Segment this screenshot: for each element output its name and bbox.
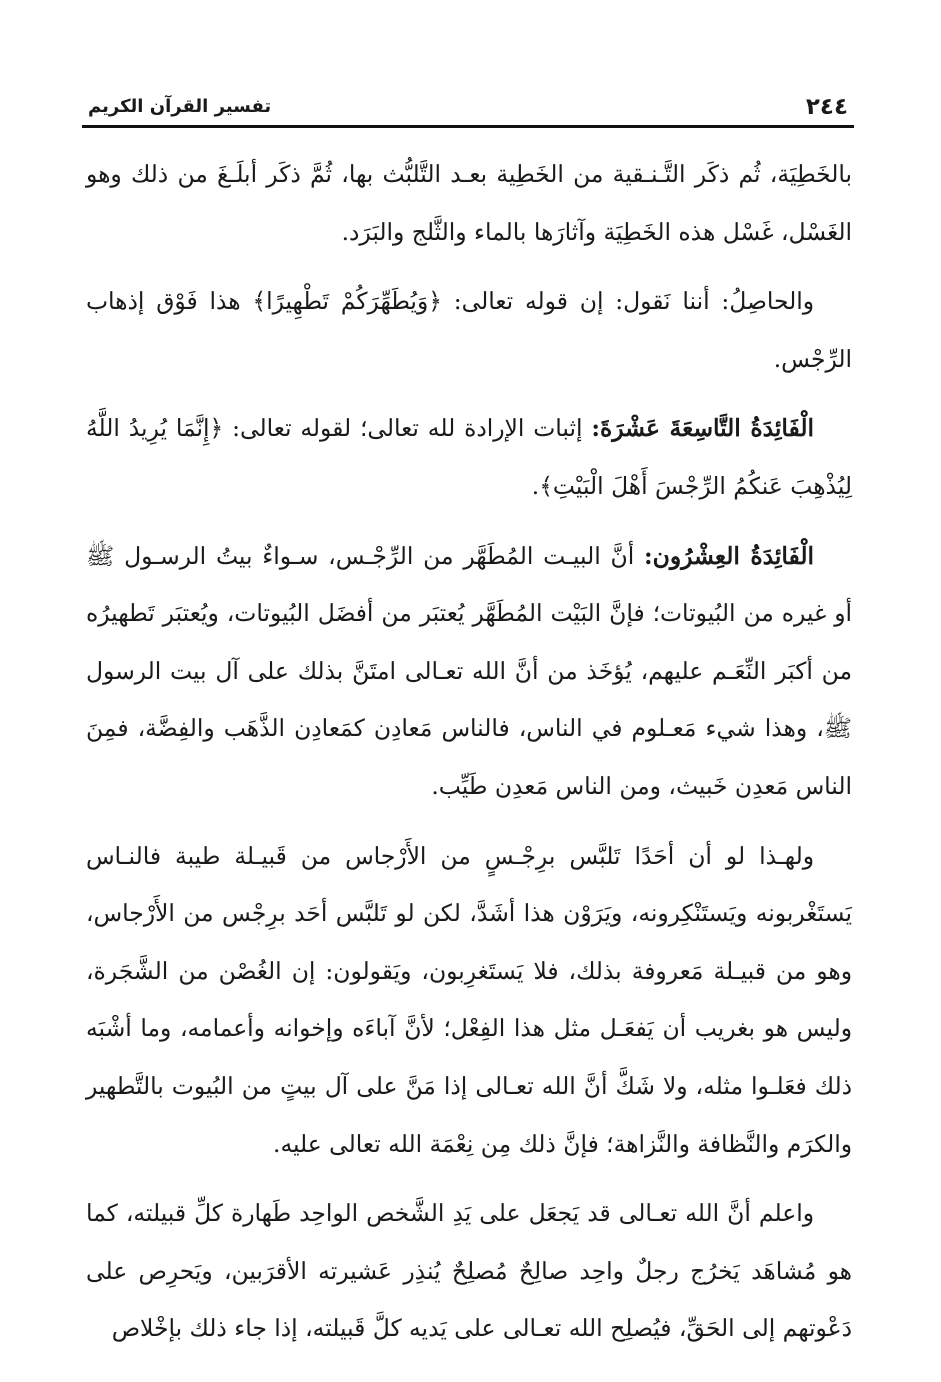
paragraph-3-after: . <box>531 471 540 500</box>
paragraph-2 <box>86 273 852 388</box>
paragraph-6-text: واعلم أنَّ الله تعـالى قد يَجعَل على يَدِ الشَّخص الواحِد طَهارة كلِّ قبيلته، كما هو مُشاهَد يَخرُج رجلٌ واحِد صالِحٌ مُصلِحٌ يُنذِر عَشيرته الأقرَبين، ويَحرِص على دَعْوتهم إلى الحَقِّ، فيُصلِح الله تعـالى على يَديه كلَّ قَبيلته، إذا جاء ذلك بإخْلاص <box>86 1199 852 1343</box>
benefit-20-heading: الْفَائِدَةُ العِشْرُون: <box>644 541 814 570</box>
header-divider <box>82 125 854 128</box>
paragraph-1 <box>86 146 852 261</box>
benefit-19-heading: الْفَائِدَةُ التَّاسِعَةَ عَشْرَةَ: <box>591 414 814 443</box>
paragraph-2-after: هذا فَوْق إذهاب الرِّجْس. <box>86 287 852 373</box>
quran-verse-1: ﴿وَيُطَهِّرَكُمْ تَطْهِيرًا﴾ <box>252 287 442 316</box>
paragraph-5-text: ولهـذا لو أن أحَدًا تَلبَّس برِجْـسٍ من الأَرْجاس من قَبيـلة طيبة فالنـاس يَستَغْربونه ويَستَنْكِرونه، ويَرَوْن هذا أشَدَّ، لكن لو تَلبَّس أحَد برِجْس من الأَرْجاس، وهو من قبيـلة مَعروفة بذلك، فلا يَستَغرِبون، ويَقولون: إن الغُصْن من الشَّجَرة، وليس هو بغريب أن يَفعَـل مثل هذا الفِعْل؛ لأنَّ آباءَه وإخوانه وأعمامه، وما أشْبَه ذلك فعَلـوا مثله، ولا شَكَّ أنَّ الله تعـالى إذا مَنَّ على آل بيتٍ من البُيوت بالتَّطهير والكرَم والنَّظافة والنَّزاهة؛ فإنَّ ذلك مِن نِعْمَة الله تعالى عليه. <box>86 841 852 1158</box>
paragraph-3 <box>86 400 852 515</box>
page-header <box>82 88 854 128</box>
paragraph-4 <box>86 528 852 816</box>
page-number: ٢٤٤ <box>805 94 848 120</box>
paragraph-5 <box>86 828 852 1174</box>
paragraph-3-before: إثبات الإرادة لله تعالى؛ لقوله تعالى: <box>223 414 592 443</box>
page-body <box>86 146 852 1358</box>
paragraph-4-text: أنَّ البيـت المُطَهَّر من الرِّجْـس، سـواءٌ بيتُ الرسـول ﷺ أو غيره من البُيوتات؛ فإنَّ البَيْت المُطَهَّر يُعتبَر من أفضَل البُيوتات، ويُعتبَر تَطهيرُه من أكبَر النِّعَـم عليهم، يُؤخَذ من أنَّ الله تعـالى امتَنَّ بذلك على آل بيت الرسول ﷺ، وهذا شيء مَعـلوم في الناس، فالناس مَعادِن كمَعادِن الذَّهَب والفِضَّة، فمِنَ الناس مَعدِن خَبيث، ومن الناس مَعدِن طَيِّب. <box>86 541 852 800</box>
paragraph-1-text: بالخَطِيَة، ثُم ذكَر التَّـنـقية من الخَطِية بعـد التَّلبُّث بها، ثُمَّ ذكَر أبلَـغَ من ذلك وهو الغَسْل، غَسْل هذه الخَطِيَة وآثارَها بالماء والثَّلج والبَرَد. <box>86 160 852 246</box>
paragraph-2-before: والحاصِلُ: أننا نَقول: إن قوله تعالى: <box>441 287 814 316</box>
quran-verse-2: ﴿إِنَّمَا يُرِيدُ اللَّهُ لِيُذْهِبَ عَنكُمُ الرِّجْسَ أَهْلَ الْبَيْتِ﴾ <box>86 414 852 500</box>
book-title: تفسير القرآن الكريم <box>88 96 272 117</box>
paragraph-6 <box>86 1185 852 1358</box>
